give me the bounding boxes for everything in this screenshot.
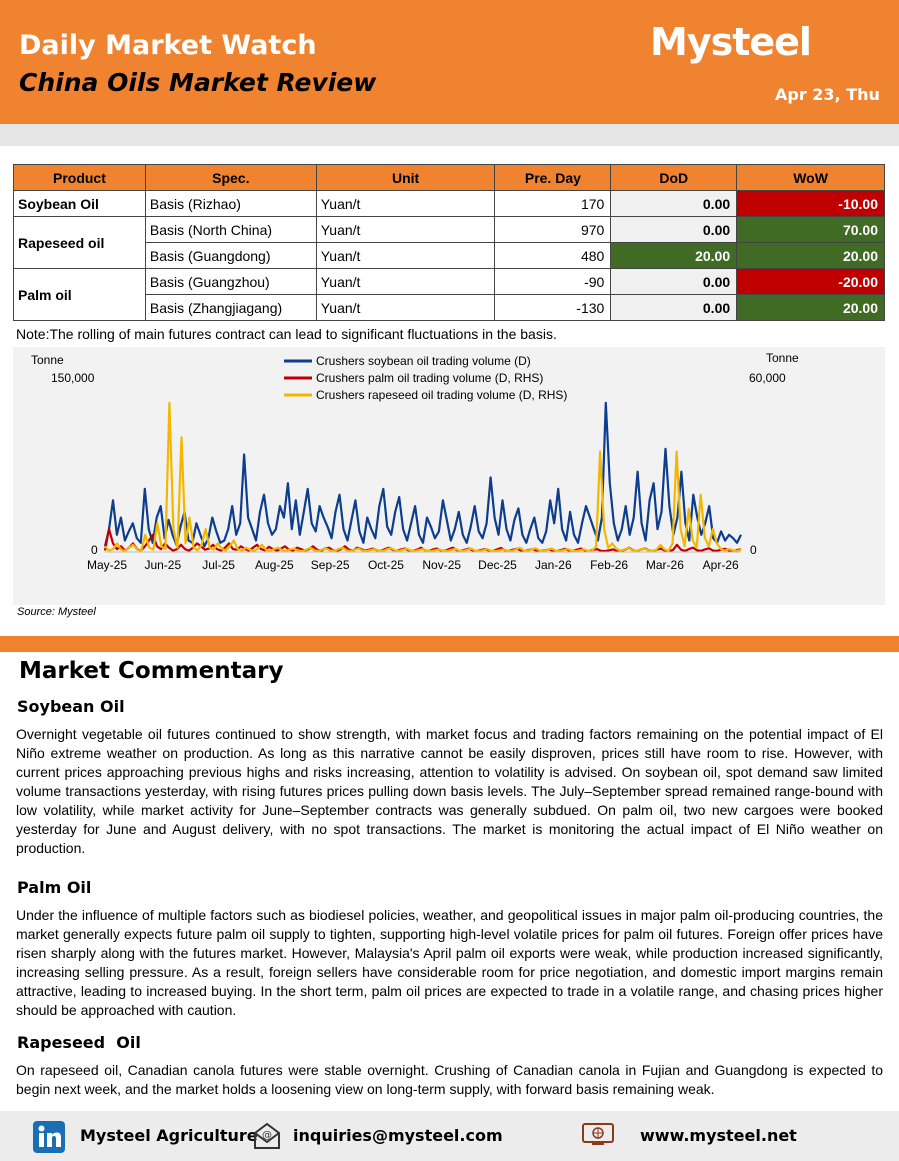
section-text-rapeseed: On rapeseed oil, Canadian canola futures were stable overnight. Crushing of Canadian canola in Fujian and Guangdong is expected to begin next week, and the market holds a loosening view on long-term supply, with forward basis remaining weak. [16,1062,883,1097]
website-link[interactable]: www.mysteel.net [640,1126,797,1145]
product-cell: Rapeseed oil [14,217,146,269]
chart-source: Source: Mysteel [17,606,96,618]
spec-cell: Basis (Guangdong) [145,243,316,269]
spec-cell: Basis (Zhangjiagang) [145,295,316,321]
linkedin-link[interactable]: Mysteel Agriculture [80,1126,258,1145]
y-left-unit-label: Tonne [31,353,64,367]
report-subtitle: China Oils Market Review [19,68,377,97]
pre-day-cell: 480 [495,243,611,269]
unit-cell: Yuan/t [316,295,495,321]
x-tick-label: May-25 [86,558,128,572]
table-note: Note:The rolling of main futures contract can lead to significant fluctuations in the basis. [16,326,557,342]
section-heading-rapeseed: Rapeseed Oil [17,1033,141,1052]
unit-cell: Yuan/t [316,243,495,269]
x-tick-label: Oct-25 [367,558,404,572]
table-header-row [14,165,885,191]
header-banner [0,0,899,124]
section-heading-palm: Palm Oil [17,878,92,897]
table-row [14,269,885,295]
product-cell: Soybean Oil [14,191,146,217]
trading-volume-chart [13,347,885,605]
x-tick-label: Mar-26 [645,558,684,572]
web-icon[interactable] [582,1121,614,1149]
x-tick-label: Jun-25 [144,558,182,572]
y-left-max-label: 150,000 [51,371,95,385]
wow-cell: 20.00 [737,243,885,269]
pre-day-cell: -90 [495,269,611,295]
footer [0,1111,899,1161]
col-header-spec: Spec. [145,165,316,191]
col-header-product: Product [14,165,146,191]
x-tick-label: Nov-25 [422,558,462,572]
section-text-soybean: Overnight vegetable oil futures continued to show strength, with market focus and trading factors remaining on the potential impact of El Niño extreme weather on production. As long as this narrative cannot be easily disproven, prices still have room to rise. However, with current prices approaching previous highs and risks increasing, attention to volatility is advised. On soybean oil, spot demand saw limited volume transactions yesterday, with rising futures prices pulling down basis levels. The July–September spread remained range-bound with low volatility, while market activity for June–September contracts was generally subdued. On palm oil, two new cargoes were booked yesterday for June and August delivery, with no spot transactions. The market is monitoring the actual impact of El Niño weather on production. [16,726,883,856]
series-line [105,403,741,551]
report-title: Daily Market Watch [19,30,317,61]
x-tick-label: Feb-26 [590,558,629,572]
linkedin-icon[interactable] [33,1121,65,1153]
legend-label: Crushers soybean oil trading volume (D) [316,354,531,368]
x-tick-label: Dec-25 [478,558,517,572]
wow-cell: 20.00 [737,295,885,321]
legend-label: Crushers rapeseed oil trading volume (D, RHS) [316,388,568,402]
col-header-dod: DoD [611,165,737,191]
col-header-pre-day: Pre. Day [495,165,611,191]
section-heading-soybean: Soybean Oil [17,697,125,716]
wow-cell: 70.00 [737,217,885,243]
dod-cell: 20.00 [611,243,737,269]
x-tick-label: Sep-25 [310,558,350,572]
chart-legend [284,354,567,402]
mysteel-logo: Mysteel [650,20,811,64]
unit-cell: Yuan/t [316,269,495,295]
unit-cell: Yuan/t [316,191,495,217]
table-row [14,217,885,243]
basis-table [13,164,885,321]
x-tick-label: Jan-26 [534,558,572,572]
pre-day-cell: 170 [495,191,611,217]
col-header-unit: Unit [316,165,495,191]
section-text-palm: Under the influence of multiple factors such as biodiesel policies, weather, and geopolitical issues in major palm oil-producing countries, the market generally expects future palm oil supply to tighten, supporting high-level volatile prices for palm oil futures. Foreign offer prices have risen sharply along with the futures market. However, Malaysia's April palm oil exports were weak, while production increased significantly, increasing selling pressure. As a result, foreign sellers have considerable room for price negotiation, and domestic import margins remain attractive, leading to increased buying. In the short term, palm oil prices are expected to trade in a volatile range, and chasing prices higher should be approached with caution. [16,907,883,1018]
table-row [14,191,885,217]
dod-cell: 0.00 [611,217,737,243]
legend-label: Crushers palm oil trading volume (D, RHS) [316,371,544,385]
y-right-min-label: 0 [750,543,757,557]
y-right-max-label: 60,000 [749,371,786,385]
product-cell: Palm oil [14,269,146,321]
svg-text:@: @ [262,1130,272,1141]
x-tick-label: Apr-26 [702,558,739,572]
email-link[interactable]: inquiries@mysteel.com [293,1126,503,1145]
x-axis [87,552,741,572]
section-divider [0,636,899,652]
wow-cell: -20.00 [737,269,885,295]
wow-cell: -10.00 [737,191,885,217]
pre-day-cell: 970 [495,217,611,243]
dod-cell: 0.00 [611,295,737,321]
dod-cell: 0.00 [611,191,737,217]
y-left-min-label: 0 [91,543,98,557]
unit-cell: Yuan/t [316,217,495,243]
col-header-wow: WoW [737,165,885,191]
email-icon[interactable] [252,1121,282,1151]
y-right-unit-label: Tonne [766,351,799,365]
dod-cell: 0.00 [611,269,737,295]
series-line [105,403,741,546]
pre-day-cell: -130 [495,295,611,321]
report-date: Apr 23, Thu [775,85,880,104]
spec-cell: Basis (North China) [145,217,316,243]
x-tick-label: Aug-25 [255,558,294,572]
spec-cell: Basis (Rizhao) [145,191,316,217]
header-divider [0,124,899,146]
commentary-title: Market Commentary [19,658,284,684]
chart-svg [13,347,885,605]
spec-cell: Basis (Guangzhou) [145,269,316,295]
x-tick-label: Jul-25 [202,558,235,572]
series-layer [105,403,741,551]
